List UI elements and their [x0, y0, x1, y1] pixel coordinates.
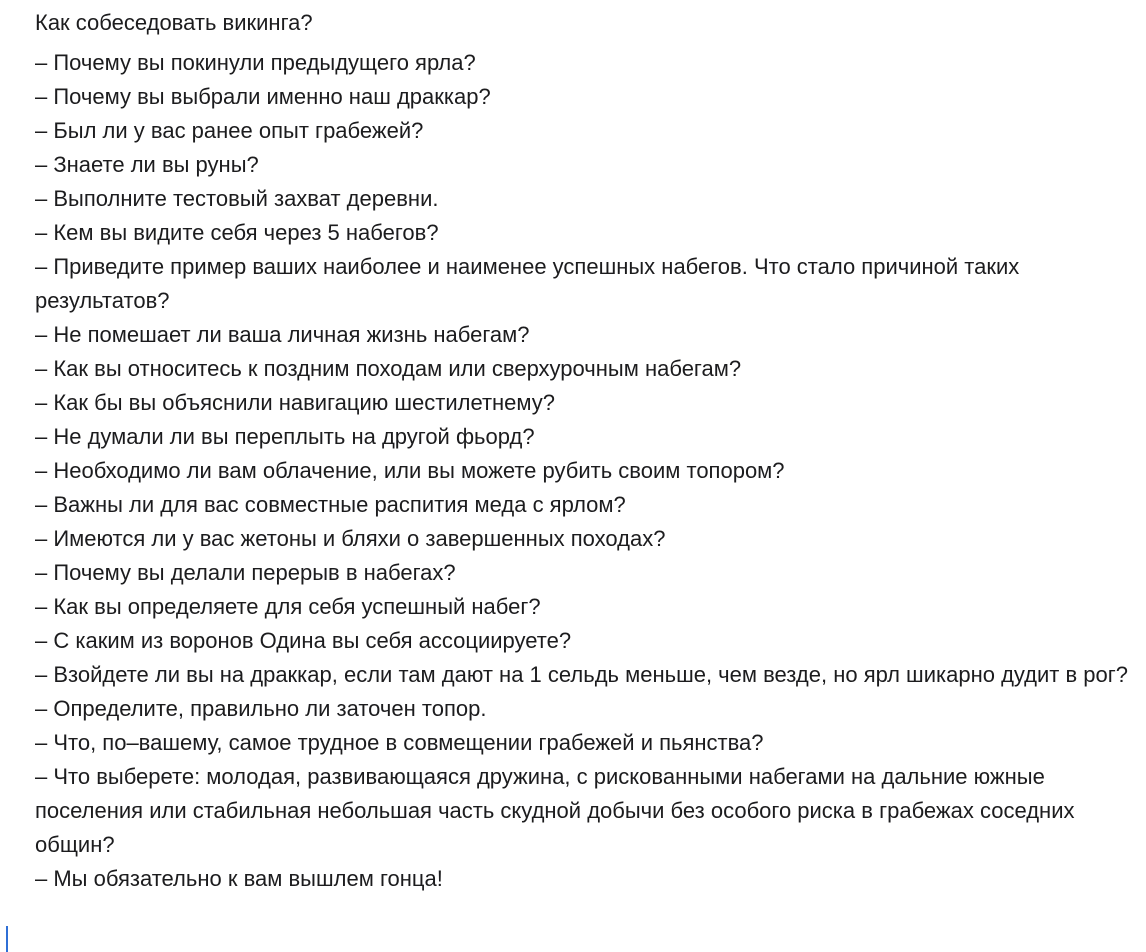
question-line: – Приведите пример ваших наиболее и наименее успешных набегов. Что стало причиной таких результатов? — [35, 254, 1020, 313]
question-line: – Был ли у вас ранее опыт грабежей? — [35, 118, 424, 143]
question-line: – Почему вы делали перерыв в набегах? — [35, 560, 456, 585]
question-line: – С каким из воронов Одина вы себя ассоциируете? — [35, 628, 572, 653]
question-line: – Что, по–вашему, самое трудное в совмещении грабежей и пьянства? — [35, 730, 764, 755]
question-line: – Мы обязательно к вам вышлем гонца! — [35, 866, 443, 891]
text-selection-edge — [6, 926, 8, 952]
question-line: – Взойдете ли вы на драккар, если там дают на 1 сельдь меньше, чем везде, но ярл шикарно дудит в рог? — [35, 662, 1129, 687]
question-line: – Необходимо ли вам облачение, или вы можете рубить своим топором? — [35, 458, 785, 483]
question-line: – Почему вы выбрали именно наш драккар? — [35, 84, 491, 109]
question-line: – Как вы относитесь к поздним походам или сверхурочным набегам? — [35, 356, 742, 381]
question-line: – Что выберете: молодая, развивающаяся дружина, с рискованными набегами на дальние южные поселения или стабильная небольшая часть скудной добычи без особого риска в грабежах соседних общин? — [35, 764, 1075, 857]
question-line: – Знаете ли вы руны? — [35, 152, 259, 177]
question-line: – Почему вы покинули предыдущего ярла? — [35, 50, 476, 75]
question-line: – Кем вы видите себя через 5 набегов? — [35, 220, 439, 245]
question-line: – Как вы определяете для себя успешный набег? — [35, 594, 541, 619]
post-title: Как собеседовать викинга? — [35, 10, 313, 35]
post-text-block — [35, 6, 1130, 896]
question-line: – Не думали ли вы переплыть на другой фьорд? — [35, 424, 535, 449]
question-line: – Не помешает ли ваша личная жизнь набегам? — [35, 322, 530, 347]
question-line: – Как бы вы объяснили навигацию шестилетнему? — [35, 390, 556, 415]
question-list — [35, 46, 1130, 896]
question-line: – Определите, правильно ли заточен топор. — [35, 696, 487, 721]
question-line: – Важны ли для вас совместные распития меда с ярлом? — [35, 492, 626, 517]
question-line: – Выполните тестовый захват деревни. — [35, 186, 439, 211]
question-line: – Имеются ли у вас жетоны и бляхи о завершенных походах? — [35, 526, 666, 551]
